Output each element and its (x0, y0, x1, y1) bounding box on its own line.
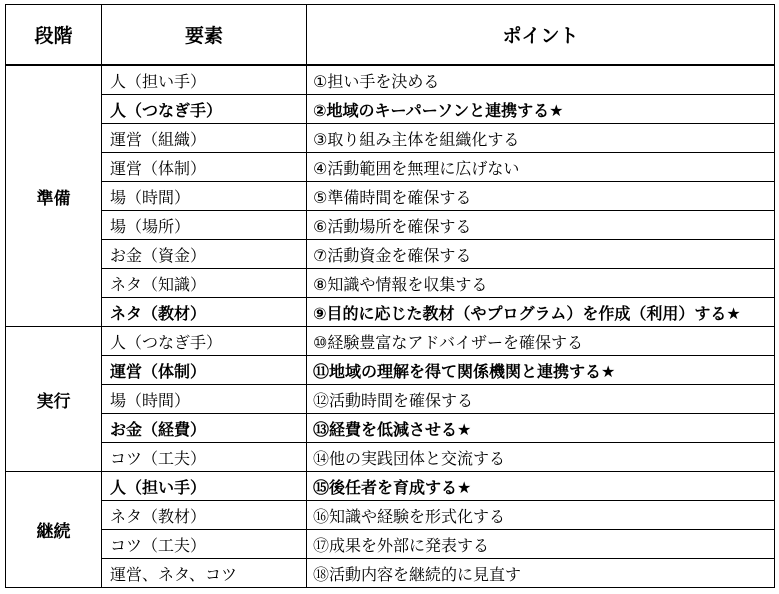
element-cell: 場（時間） (102, 182, 307, 211)
table-row (6, 443, 775, 472)
point-cell: ⑭他の実践団体と交流する (307, 443, 775, 472)
point-cell: ⑫活動時間を確保する (307, 385, 775, 414)
header-element: 要素 (102, 5, 307, 66)
element-cell: コツ（工夫） (102, 530, 307, 559)
table-row (6, 327, 775, 356)
element-cell: 人（つなぎ手） (102, 327, 307, 356)
point-cell: ⑱活動内容を継続的に見直す (307, 559, 775, 588)
table-row (6, 65, 775, 95)
phase-cell: 継続 (6, 472, 102, 588)
element-cell: 運営、ネタ、コツ (102, 559, 307, 588)
point-cell: ②地域のキーパーソンと連携する★ (307, 95, 775, 124)
element-cell: 運営（組織） (102, 124, 307, 153)
table-row (6, 414, 775, 443)
point-cell: ⑪地域の理解を得て関係機関と連携する★ (307, 356, 775, 385)
header-point: ポイント (307, 5, 775, 66)
table-row (6, 501, 775, 530)
phase-cell: 準備 (6, 65, 102, 327)
point-cell: ⑧知識や情報を収集する (307, 269, 775, 298)
table-row (6, 559, 775, 588)
point-cell: ⑨目的に応じた教材（やプログラム）を作成（利用）する★ (307, 298, 775, 327)
point-cell: ③取り組み主体を組織化する (307, 124, 775, 153)
point-cell: ⑩経験豊富なアドバイザーを確保する (307, 327, 775, 356)
table-row (6, 356, 775, 385)
element-cell: 人（担い手） (102, 472, 307, 501)
point-cell: ⑮後任者を育成する★ (307, 472, 775, 501)
element-cell: 場（場所） (102, 211, 307, 240)
element-cell: ネタ（教材） (102, 298, 307, 327)
point-cell: ⑯知識や経験を形式化する (307, 501, 775, 530)
element-cell: お金（経費） (102, 414, 307, 443)
element-cell: ネタ（教材） (102, 501, 307, 530)
table-row (6, 530, 775, 559)
point-cell: ⑦活動資金を確保する (307, 240, 775, 269)
table-row (6, 472, 775, 501)
table-row (6, 240, 775, 269)
point-cell: ⑰成果を外部に発表する (307, 530, 775, 559)
point-cell: ⑬経費を低減させる★ (307, 414, 775, 443)
header-row (6, 5, 775, 66)
element-cell: お金（資金） (102, 240, 307, 269)
element-cell: 場（時間） (102, 385, 307, 414)
point-cell: ⑤準備時間を確保する (307, 182, 775, 211)
table-row (6, 182, 775, 211)
points-table (5, 4, 775, 588)
table-row (6, 269, 775, 298)
element-cell: 人（担い手） (102, 65, 307, 95)
table-row (6, 298, 775, 327)
table-row (6, 124, 775, 153)
table-row (6, 95, 775, 124)
table-row (6, 211, 775, 240)
point-cell: ④活動範囲を無理に広げない (307, 153, 775, 182)
table-body (6, 65, 775, 588)
point-cell: ⑥活動場所を確保する (307, 211, 775, 240)
element-cell: ネタ（知識） (102, 269, 307, 298)
point-cell: ①担い手を決める (307, 65, 775, 95)
element-cell: 人（つなぎ手） (102, 95, 307, 124)
element-cell: コツ（工夫） (102, 443, 307, 472)
element-cell: 運営（体制） (102, 356, 307, 385)
header-phase: 段階 (6, 5, 102, 66)
table-row (6, 153, 775, 182)
phase-cell: 実行 (6, 327, 102, 472)
table-row (6, 385, 775, 414)
element-cell: 運営（体制） (102, 153, 307, 182)
